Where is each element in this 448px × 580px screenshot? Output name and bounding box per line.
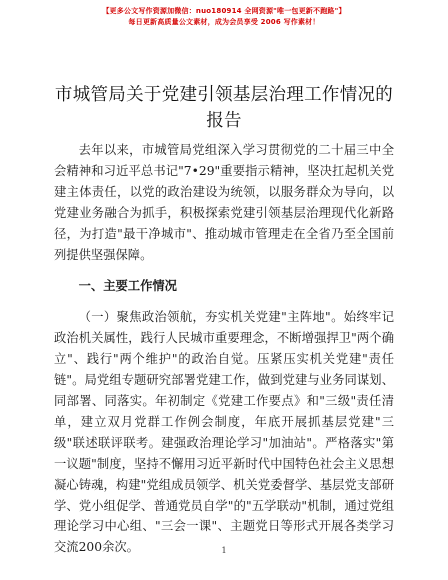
intro-paragraph: 去年以来，市城管局党组深入学习贯彻党的二十届三中全会精神和习近平总书记"7•29"重要指示精神，坚决扛起机关党建主体责任，以党的政治建设为统领，以服务群众为导向，以党建业务融合为抓手，积极探索党建引领基层治理现代化新路径，为打造"最干净城市"、推动城市管理走在全省乃至全国前列提供坚强保障。: [54, 143, 394, 262]
section-paragraph: （一）聚焦政治领航，夯实机关党建"主阵地"。始终牢记政治机关属性，践行人民城市重要理念，不断增强捍卫"两个确立"、践行"两个维护"的政治自觉。压紧压实机关党建"责任链"。局党组专题研究部署党建工作，做到党建与业务同谋划、同部署、同落实。年初制定《党建工作要点》和"三级"责任清单，建立双月党群工作例会制度，年底开展抓基层党建"三级"联述联评联考。建强政治理论学习"加油站"。严格落实"第一议题"制度，坚持不懈用习近平新时代中国特色社会主义思想凝心铸魂，构建"党组成员领学、机关党委督学、基层党支部研学、党小组促学、普通党员自学"的"五学联动"机制，通过党组理论学习中心组、"三会一课"、主题党日等形式开展各类学习交流200余次。: [54, 310, 394, 555]
promo-banner: [56, 6, 392, 28]
promo-line-2: 每日更新高质量公文素材，成为会员享受 2006 写作素材！: [128, 18, 320, 26]
document-body: [54, 140, 394, 558]
section-heading: 一、主要工作情况: [78, 279, 177, 294]
page-number: 1: [221, 546, 227, 555]
promo-line-1: 【更多公文写作资源加微信：nuo180914 全网资源"唯一包更新不跑路"】: [102, 7, 346, 15]
document-title: 市城管局关于党建引领基层治理工作情况的报告: [54, 85, 394, 131]
